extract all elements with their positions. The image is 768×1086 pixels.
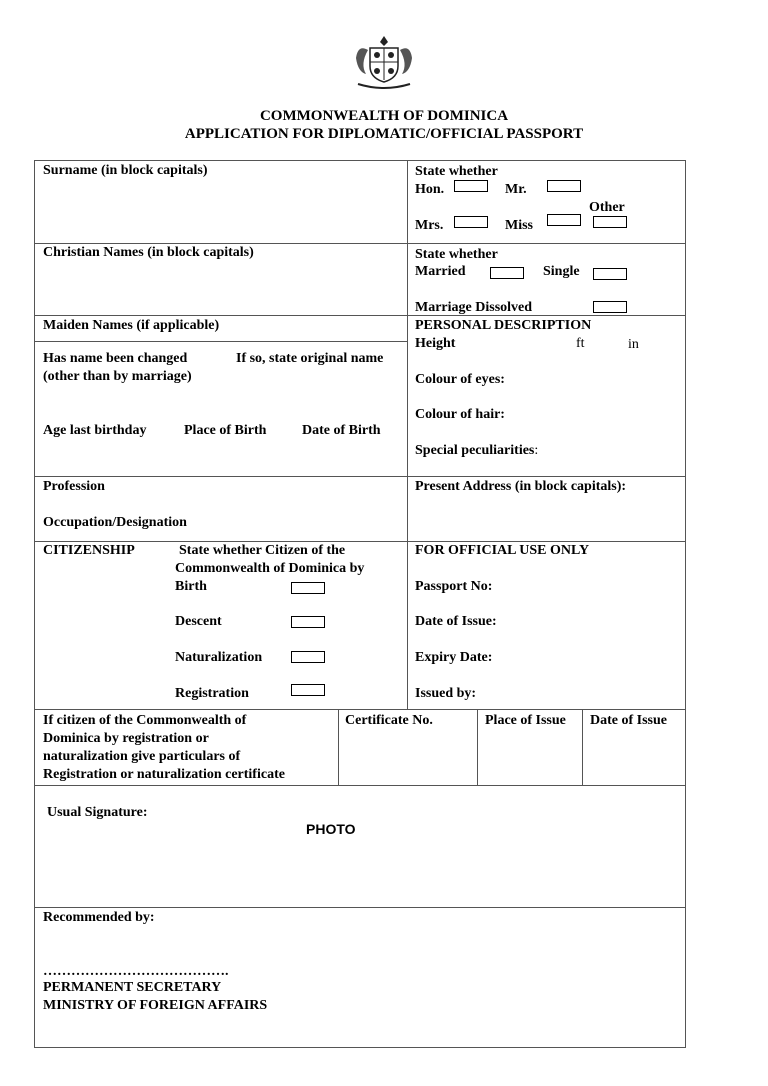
christian-names-label: Christian Names (in block capitals) bbox=[43, 245, 254, 260]
certificate-no-label: Certificate No. bbox=[345, 713, 433, 728]
naturalization-label: Naturalization bbox=[175, 650, 263, 665]
married-checkbox[interactable] bbox=[490, 267, 524, 279]
title-state-whether-label: State whether bbox=[415, 164, 498, 179]
miss-checkbox[interactable] bbox=[547, 214, 581, 226]
mrs-checkbox[interactable] bbox=[454, 216, 488, 228]
photo-label: PHOTO bbox=[306, 821, 356, 837]
birth-checkbox[interactable] bbox=[291, 582, 325, 594]
married-label: Married bbox=[415, 264, 466, 279]
usual-signature-label: Usual Signature: bbox=[47, 805, 148, 820]
occupation-label: Occupation/Designation bbox=[43, 515, 187, 530]
miss-label: Miss bbox=[505, 218, 533, 233]
certificate-particulars-line3: naturalization give particulars of bbox=[43, 749, 241, 764]
personal-description-label: PERSONAL DESCRIPTION bbox=[415, 318, 592, 333]
form-title-application: APPLICATION FOR DIPLOMATIC/OFFICIAL PASSPORT bbox=[184, 126, 584, 142]
place-of-issue-label: Place of Issue bbox=[485, 713, 566, 728]
descent-checkbox[interactable] bbox=[291, 616, 325, 628]
hon-checkbox[interactable] bbox=[454, 180, 488, 192]
profession-label: Profession bbox=[43, 479, 105, 494]
signature-dotted-line: …………………………………. bbox=[43, 964, 229, 979]
mr-checkbox[interactable] bbox=[547, 180, 581, 192]
surname-label: Surname (in block capitals) bbox=[43, 163, 208, 178]
original-name-label: If so, state original name bbox=[236, 351, 384, 366]
coat-of-arms-icon bbox=[350, 30, 418, 90]
other-checkbox[interactable] bbox=[593, 216, 627, 228]
present-address-label: Present Address (in block capitals): bbox=[415, 479, 627, 494]
citizenship-label: CITIZENSHIP bbox=[43, 543, 135, 558]
certificate-particulars-line1: If citizen of the Commonwealth of bbox=[43, 713, 247, 728]
ministry-label: MINISTRY OF FOREIGN AFFAIRS bbox=[43, 998, 268, 1013]
permanent-secretary-label: PERMANENT SECRETARY bbox=[43, 980, 222, 995]
height-label: Height bbox=[415, 336, 456, 351]
registration-checkbox[interactable] bbox=[291, 684, 325, 696]
age-label: Age last birthday bbox=[43, 423, 147, 438]
maiden-names-label: Maiden Names (if applicable) bbox=[43, 318, 220, 333]
hair-colour-label: Colour of hair: bbox=[415, 407, 505, 422]
naturalization-checkbox[interactable] bbox=[291, 651, 325, 663]
height-in-unit: in bbox=[628, 337, 639, 352]
marriage-dissolved-label: Marriage Dissolved bbox=[415, 300, 533, 315]
single-label: Single bbox=[543, 264, 580, 279]
certificate-particulars-line2: Dominica by registration or bbox=[43, 731, 209, 746]
other-label: Other bbox=[589, 200, 625, 215]
special-peculiarities-label bbox=[415, 442, 538, 460]
hon-label: Hon. bbox=[415, 182, 445, 197]
state-citizen-line1: State whether Citizen of the bbox=[179, 543, 346, 558]
place-of-birth-label: Place of Birth bbox=[184, 423, 267, 438]
mrs-label: Mrs. bbox=[415, 218, 444, 233]
certificate-particulars-line4: Registration or naturalization certificate bbox=[43, 767, 285, 782]
date-of-birth-label: Date of Birth bbox=[302, 423, 381, 438]
descent-label: Descent bbox=[175, 614, 222, 629]
state-citizen-line2: Commonwealth of Dominica by bbox=[175, 561, 365, 576]
height-ft-unit: ft bbox=[576, 336, 585, 351]
eye-colour-label: Colour of eyes: bbox=[415, 372, 505, 387]
official-date-of-issue-label: Date of Issue: bbox=[415, 614, 497, 629]
marriage-dissolved-checkbox[interactable] bbox=[593, 301, 627, 313]
expiry-date-label: Expiry Date: bbox=[415, 650, 493, 665]
mr-label: Mr. bbox=[505, 182, 527, 197]
other-than-marriage-label: (other than by marriage) bbox=[43, 369, 192, 384]
special-peculiarities-text: Special peculiarities bbox=[415, 443, 535, 458]
official-use-label: FOR OFFICIAL USE ONLY bbox=[415, 543, 590, 558]
single-checkbox[interactable] bbox=[593, 268, 627, 280]
certificate-date-of-issue-label: Date of Issue bbox=[590, 713, 667, 728]
recommended-by-label: Recommended by: bbox=[43, 910, 155, 925]
name-changed-label: Has name been changed bbox=[43, 351, 188, 366]
marital-state-whether-label: State whether bbox=[415, 247, 498, 262]
form-title-country: COMMONWEALTH OF DOMINICA bbox=[259, 108, 509, 124]
registration-label: Registration bbox=[175, 686, 249, 701]
issued-by-label: Issued by: bbox=[415, 686, 477, 701]
special-peculiarities-colon: : bbox=[534, 443, 539, 458]
application-form bbox=[34, 160, 686, 1048]
passport-no-label: Passport No: bbox=[415, 579, 493, 594]
birth-label: Birth bbox=[175, 579, 207, 594]
